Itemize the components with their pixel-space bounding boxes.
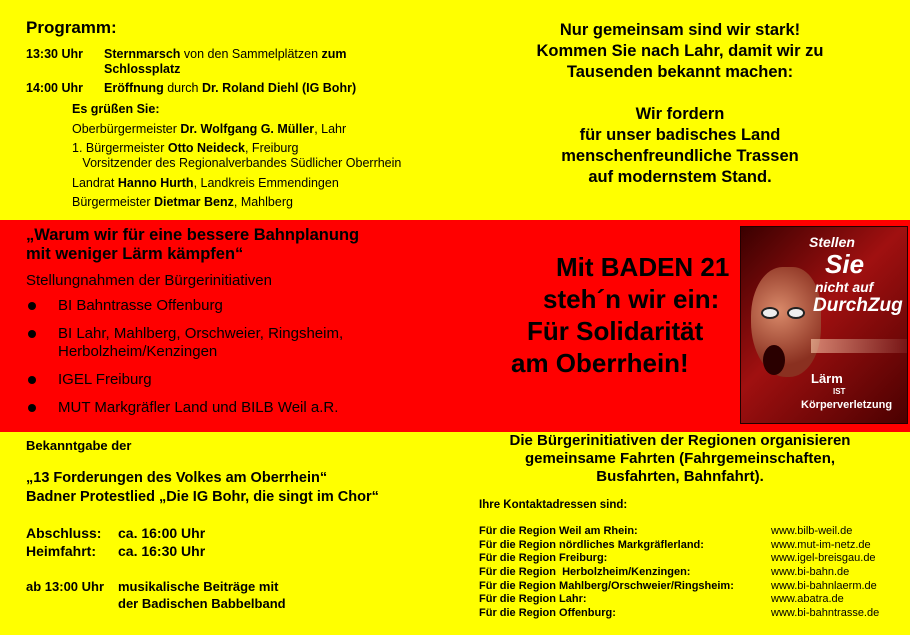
- slogan-line: steh´n wir ein:: [543, 284, 720, 314]
- website-link[interactable]: www.bi-bahn.de: [771, 566, 850, 579]
- bullet-icon: [28, 404, 36, 412]
- announce-label: Bekanntgabe der: [26, 438, 132, 453]
- demands: Wir fordern für unser badisches Land menschenfreundliche Trassen auf modernstem Stand.: [561, 105, 799, 186]
- contact-row: Für die Region Mahlberg/Orschweier/Ringsheim: www.bi-bahnlaerm.de: [479, 579, 877, 592]
- eye-shape: [787, 307, 805, 319]
- slogan-line: Für Solidarität: [527, 316, 704, 346]
- announce-line: Badner Protestlied „Die IG Bohr, die singt im Chor“: [26, 489, 379, 505]
- bullet-icon: [28, 330, 36, 338]
- program-title: Programm:: [26, 18, 117, 37]
- program-time: 14:00 Uhr: [26, 81, 83, 95]
- mouth-shape: [763, 345, 785, 375]
- website-link[interactable]: www.mut-im-netz.de: [771, 538, 871, 551]
- greet-line: Bürgermeister Dietmar Benz, Mahlberg: [72, 195, 293, 209]
- greet-line: 1. Bürgermeister Otto Neideck, Freiburg: [72, 141, 299, 155]
- travel-info: Die Bürgerinitiativen der Regionen organisieren gemeinsame Fahrten (Fahrgemeinschaften, Busfahrten, Bahnfahrt).: [509, 432, 851, 485]
- initiatives-list: [26, 297, 466, 427]
- eye-shape: [761, 307, 779, 319]
- red-section-title: „Warum wir für eine bessere Bahnplanung mit weniger Lärm kämpfen“: [26, 226, 360, 263]
- website-link[interactable]: www.igel-breisgau.de: [771, 552, 876, 565]
- end-time-row: Abschluss:: [26, 525, 102, 541]
- greet-line: Vorsitzender des Regionalverbandes Südlicher Oberrhein: [72, 156, 402, 170]
- slogan-line: am Oberrhein!: [511, 348, 689, 378]
- poster-text: Körperverletzung: [801, 399, 893, 411]
- music-time: ab 13:00 Uhr: [26, 579, 105, 594]
- list-item: MUT Markgräfler Land und BILB Weil a.R.: [26, 399, 466, 417]
- bullet-icon: [28, 302, 36, 310]
- list-item: BI Bahntrasse Offenburg: [26, 297, 466, 315]
- website-link[interactable]: www.bilb-weil.de: [771, 525, 853, 537]
- greet-title: Es grüßen Sie:: [72, 102, 160, 116]
- announce-line: „13 Forderungen des Volkes am Oberrhein“: [26, 470, 328, 486]
- program-time: 13:30 Uhr: [26, 47, 83, 61]
- list-item: IGEL Freiburg: [26, 371, 466, 389]
- contacts-list: [479, 525, 899, 621]
- contact-row: Für die Region Offenburg: www.bi-bahntrasse.de: [479, 607, 880, 620]
- contacts-title: Ihre Kontaktadressen sind:: [479, 499, 628, 511]
- slogan-line: Mit BADEN 21: [556, 252, 730, 282]
- music-line: musikalische Beiträge mit: [118, 579, 279, 594]
- list-item: BI Lahr, Mahlberg, Orschweier, Ringsheim, Herbolzheim/Kenzingen: [26, 325, 466, 361]
- website-link[interactable]: www.bi-bahnlaerm.de: [771, 579, 877, 592]
- poster-text: Stellen: [809, 234, 855, 250]
- end-time-value: ca. 16:00 Uhr: [118, 525, 206, 541]
- contact-row: Für die Region Weil am Rhein: www.bilb-weil.de: [479, 525, 853, 537]
- contact-row: Für die Region Lahr: www.abatra.de: [479, 593, 844, 606]
- call-to-action: Nur gemeinsam sind wir stark! Kommen Sie nach Lahr, damit wir zu Tausenden bekannt machen:: [536, 21, 824, 81]
- greet-line: Oberbürgermeister Dr. Wolfgang G. Müller, Lahr: [72, 122, 347, 136]
- poster-text: Sie: [825, 249, 865, 279]
- program-text: Eröffnung durch Dr. Roland Diehl (IG Bohr): [104, 81, 357, 95]
- program-text: Sternmarsch von den Sammelplätzen zum Schlossplatz: [104, 47, 347, 76]
- music-line: der Badischen Babbelband: [118, 596, 286, 611]
- train-blur: [811, 339, 907, 353]
- home-time-value: ca. 16:30 Uhr: [118, 543, 206, 559]
- poster-text: Lärm: [811, 371, 843, 386]
- contact-row: Für die Region nördliches Markgräflerland: www.mut-im-netz.de: [479, 538, 871, 551]
- website-link[interactable]: www.bi-bahntrasse.de: [771, 607, 880, 620]
- poster-text: nicht auf: [815, 279, 874, 295]
- website-link[interactable]: www.abatra.de: [771, 593, 844, 606]
- greet-line: Landrat Hanno Hurth, Landkreis Emmendingen: [72, 176, 339, 190]
- poster-text: IST: [833, 387, 846, 396]
- poster-text: DurchZug: [813, 295, 903, 316]
- red-section-subtitle: Stellungnahmen der Bürgerinitiativen: [26, 272, 272, 289]
- protest-poster: [740, 226, 908, 424]
- contact-row: Für die Region Herbolzheim/Kenzingen: www.bi-bahn.de: [479, 566, 850, 579]
- face-image: [751, 267, 821, 377]
- bullet-icon: [28, 376, 36, 384]
- home-time-row: Heimfahrt:: [26, 543, 97, 559]
- contact-row: Für die Region Freiburg: www.igel-breisgau.de: [479, 552, 876, 565]
